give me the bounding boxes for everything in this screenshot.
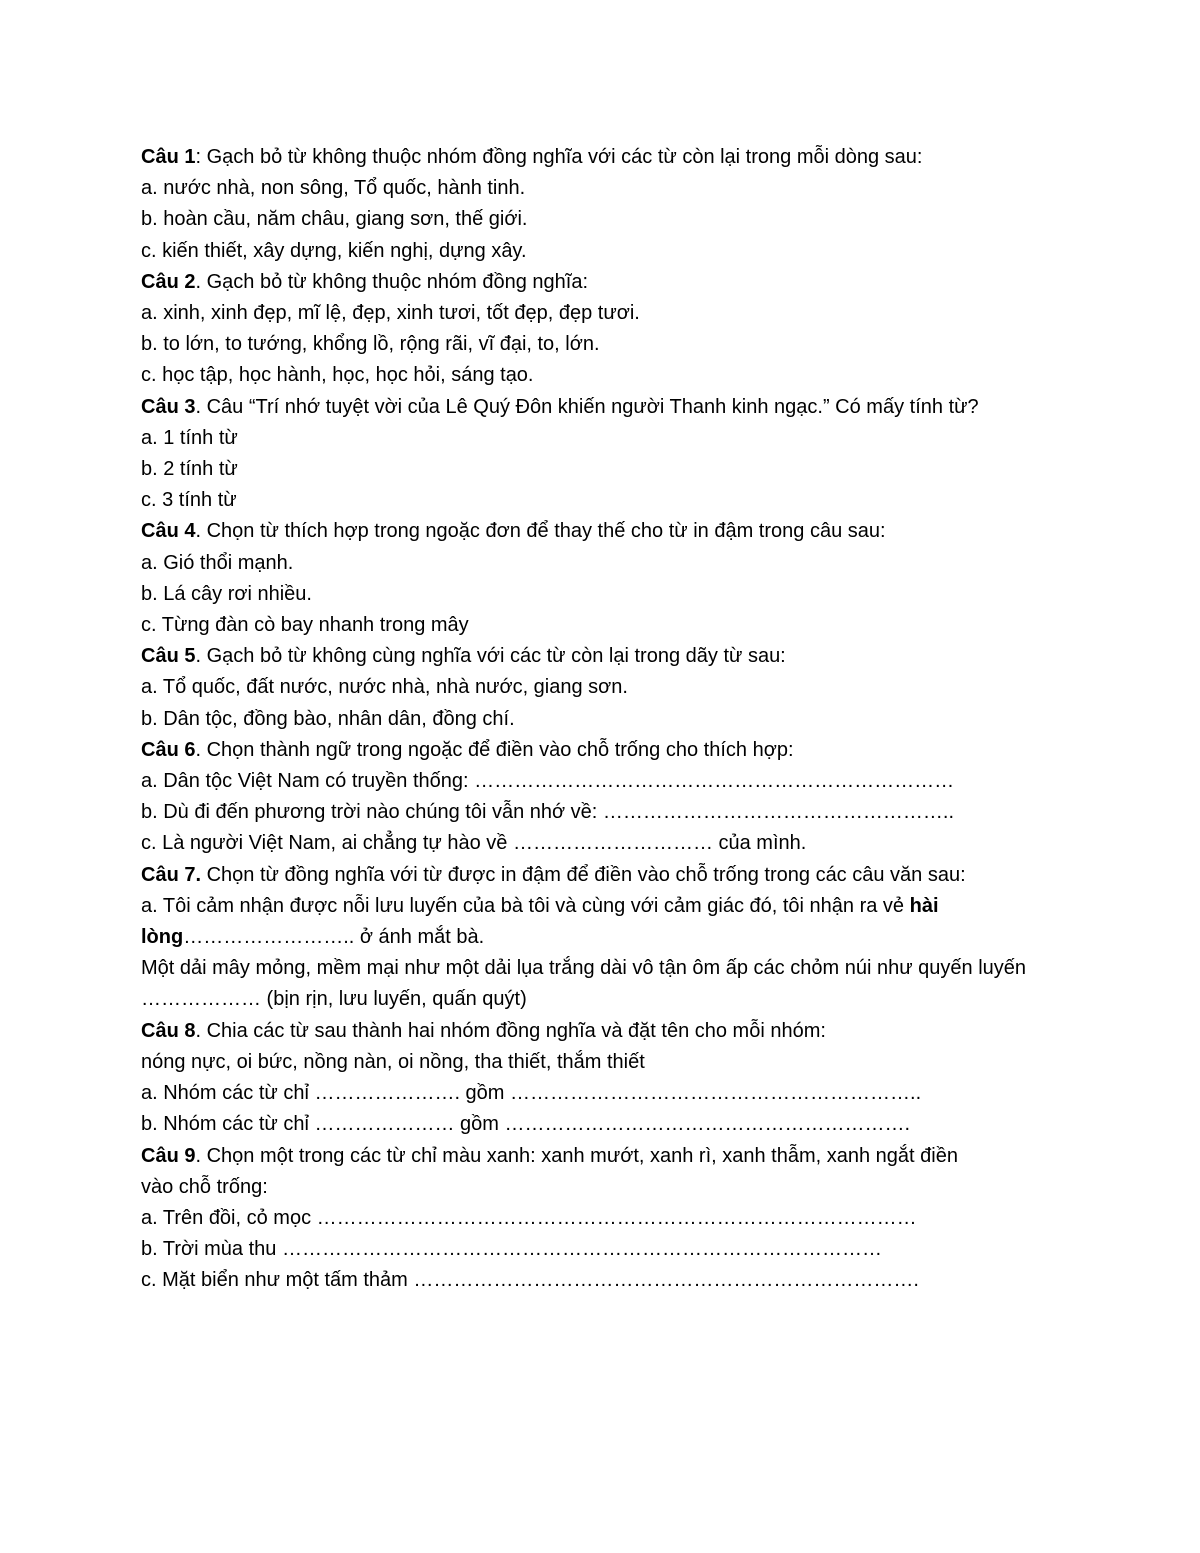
question-6-label: Câu 6: [141, 738, 196, 761]
worksheet: [141, 142, 1081, 1297]
question-3: [141, 392, 1081, 423]
question-3-option-a: a. 1 tính từ: [141, 426, 238, 449]
question-7-option-a-text: a. Tôi cảm nhận được nỗi lưu luyến của bà tôi và cùng với cảm giác đó, tôi nhận ra vẻ: [141, 894, 910, 917]
question-1-label: Câu 1: [141, 146, 196, 168]
question-5-label: Câu 5: [141, 645, 196, 668]
question-9-label: Câu 9: [141, 1144, 196, 1167]
question-7-label: Câu 7.: [141, 863, 202, 886]
question-9-option-b: b. Trời mùa thu ………………………………………………………………………………: [141, 1238, 882, 1261]
question-5-option-a: a. Tổ quốc, đất nước, nước nhà, nhà nước, giang sơn.: [141, 676, 628, 699]
question-9-option-c: c. Mặt biển như một tấm thảm ………………………………………………………………….: [141, 1269, 919, 1292]
question-2-option-b: b. to lớn, to tướng, khổng lồ, rộng rãi, vĩ đại, to, lớn.: [141, 333, 600, 356]
question-3-option-c: c. 3 tính từ: [141, 489, 237, 512]
question-8-prompt: . Chia các từ sau thành hai nhóm đồng nghĩa và đặt tên cho mỗi nhóm:: [195, 1019, 826, 1042]
question-3-label: Câu 3: [141, 395, 196, 418]
question-6: [141, 735, 1081, 766]
question-6-option-b: b. Dù đi đến phương trời nào chúng tôi vẫn nhớ về: ……………………………………………..: [141, 801, 955, 824]
question-4: [141, 516, 1081, 547]
question-2-option-c: c. học tập, học hành, học, học hỏi, sáng tạo.: [141, 364, 534, 387]
question-4-label: Câu 4: [141, 520, 196, 543]
question-8: [141, 1016, 1081, 1047]
question-7: [141, 860, 1081, 891]
question-1-option-b: b. hoàn cầu, năm châu, giang sơn, thế giới.: [141, 208, 528, 231]
question-3-prompt: . Câu “Trí nhớ tuyệt vời của Lê Quý Đôn khiến người Thanh kinh ngạc.” Có mấy tính từ?: [195, 395, 979, 418]
question-9-option-a: a. Trên đồi, cỏ mọc ………………………………………………………………………………: [141, 1206, 917, 1229]
question-4-option-b: b. Lá cây rơi nhiều.: [141, 582, 312, 605]
question-6-option-a: a. Dân tộc Việt Nam có truyền thống: ………………………………………………………………: [141, 770, 955, 793]
question-1-option-a: a. nước nhà, non sông, Tổ quốc, hành tinh.: [141, 177, 526, 200]
question-2: [141, 267, 1081, 298]
question-6-prompt: . Chọn thành ngữ trong ngoặc để điền vào chỗ trống cho thích hợp:: [195, 738, 794, 761]
question-3-option-b: b. 2 tính từ: [141, 458, 238, 481]
question-2-option-a: a. xinh, xinh đẹp, mĩ lệ, đẹp, xinh tươi, tốt đẹp, đẹp tươi.: [141, 302, 640, 325]
question-5-prompt: . Gạch bỏ từ không cùng nghĩa với các từ còn lại trong dãy từ sau:: [195, 645, 786, 668]
question-6-option-c: c. Là người Việt Nam, ai chẳng tự hào về ………………………… của mình.: [141, 832, 807, 855]
question-8-words: nóng nực, oi bức, nồng nàn, oi nồng, tha thiết, thắm thiết: [141, 1050, 645, 1073]
question-9-prompt-continued: vào chỗ trống:: [141, 1175, 268, 1198]
question-8-option-a: a. Nhóm các từ chỉ …………………. gồm ……………………………………………………..: [141, 1082, 922, 1105]
question-5: [141, 641, 1081, 672]
question-2-prompt: . Gạch bỏ từ không thuộc nhóm đồng nghĩa:: [195, 270, 589, 293]
question-7-bold-word: hài lòng: [141, 894, 939, 949]
question-4-prompt: . Chọn từ thích hợp trong ngoặc đơn để thay thế cho từ in đậm trong câu sau:: [195, 520, 886, 543]
question-8-label: Câu 8: [141, 1019, 196, 1042]
question-9-prompt: . Chọn một trong các từ chỉ màu xanh: xanh mướt, xanh rì, xanh thẫm, xanh ngắt điền: [195, 1144, 958, 1167]
question-1-option-c: c. kiến thiết, xây dựng, kiến nghị, dựng xây.: [141, 239, 527, 262]
question-9: [141, 1141, 1081, 1172]
question-7-option-a: [141, 891, 1081, 953]
question-1: [141, 142, 1081, 173]
question-8-option-b: b. Nhóm các từ chỉ ………………… gồm …………………………………………………….: [141, 1113, 911, 1136]
question-2-label: Câu 2: [141, 270, 196, 293]
question-7-prompt: Chọn từ đồng nghĩa với từ được in đậm để điền vào chỗ trống trong các câu văn sau:: [201, 863, 966, 886]
question-4-option-c: c. Từng đàn cò bay nhanh trong mây: [141, 614, 469, 637]
question-7-option-a-blank: …………………….. ở ánh mắt bà.: [183, 926, 485, 949]
question-4-option-a: a. Gió thổi mạnh.: [141, 551, 294, 574]
question-1-prompt: : Gạch bỏ từ không thuộc nhóm đồng nghĩa với các từ còn lại trong mỗi dòng sau:: [195, 146, 923, 168]
question-5-option-b: b. Dân tộc, đồng bào, nhân dân, đồng chí.: [141, 707, 515, 730]
question-7-option-b: Một dải mây mỏng, mềm mại như một dải lụa trắng dài vô tận ôm ấp các chỏm núi như quyến luyến ……………… (bịn rịn, lưu luyến, quấn quýt): [141, 957, 1026, 1011]
